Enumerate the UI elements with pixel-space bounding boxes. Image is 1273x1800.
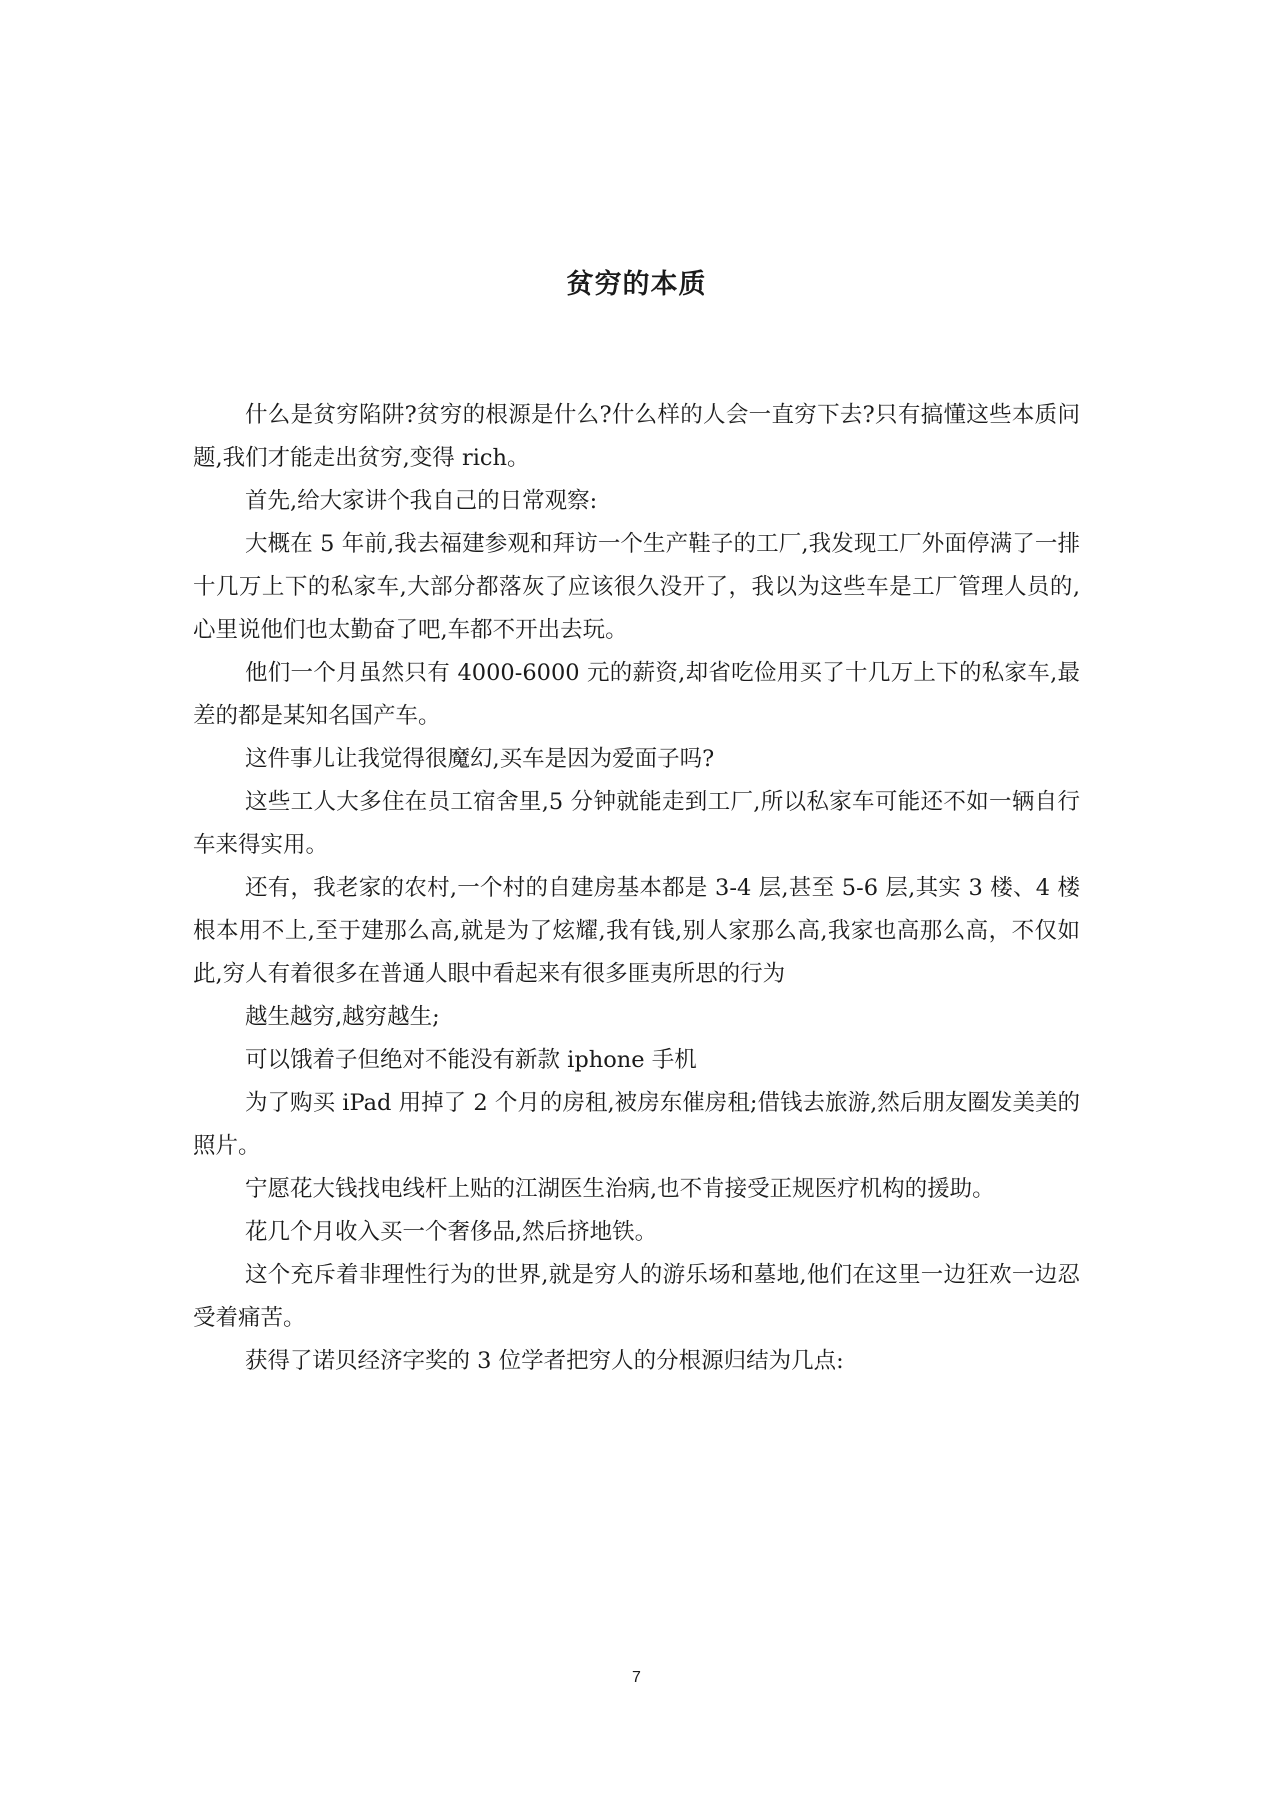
paragraph-7: 还有，我老家的农村,一个村的自建房基本都是 3-4 层,甚至 5-6 层,其实 3 楼、4 楼根本用不上,至于建那么高,就是为了炫耀,我有钱,别人家那么高,我家也高那么高，不仅如此,穷人有着很多在普通人眼中看起来有很多匪夷所思的行为 bbox=[193, 875, 1080, 987]
paragraph-9: 可以饿着子但绝对不能没有新款 iphone 手机 bbox=[245, 1047, 697, 1073]
paragraph-5: 这件事儿让我觉得很魔幻,买车是因为爱面子吗? bbox=[245, 746, 715, 772]
page-number: 7 bbox=[632, 1669, 641, 1686]
paragraph-2: 首先,给大家讲个我自己的日常观察: bbox=[245, 488, 598, 514]
paragraph-11: 宁愿花大钱找电线杆上贴的江湖医生治病,也不肯接受正规医疗机构的援助。 bbox=[245, 1176, 995, 1202]
page-title: 贫穷的本质 bbox=[566, 269, 707, 300]
paragraph-4: 他们一个月虽然只有 4000-6000 元的薪资,却省吃俭用买了十几万上下的私家车,最差的都是某知名国产车。 bbox=[193, 660, 1080, 729]
paragraph-1: 什么是贫穷陷阱?贫穷的根源是什么?什么样的人会一直穷下去?只有搞懂这些本质问题,我们才能走出贫穷,变得 rich。 bbox=[193, 402, 1080, 471]
paragraph-3: 大概在 5 年前,我去福建参观和拜访一个生产鞋子的工厂,我发现工厂外面停满了一排十几万上下的私家车,大部分都落灰了应该很久没开了，我以为这些车是工厂管理人员的,心里说他们也太勤奋了吧,车都不开出去玩。 bbox=[193, 531, 1080, 643]
paragraph-13: 这个充斥着非理性行为的世界,就是穷人的游乐场和墓地,他们在这里一边狂欢一边忍受着痛苦。 bbox=[193, 1262, 1080, 1331]
paragraph-6: 这些工人大多住在员工宿舍里,5 分钟就能走到工厂,所以私家车可能还不如一辆自行车来得实用。 bbox=[193, 789, 1080, 858]
paragraph-12: 花几个月收入买一个奢侈品,然后挤地铁。 bbox=[245, 1219, 658, 1245]
paragraph-8: 越生越穷,越穷越生; bbox=[245, 1004, 440, 1030]
body-text bbox=[193, 394, 1080, 1383]
paragraph-14: 获得了诺贝经济字奖的 3 位学者把穷人的分根源归结为几点: bbox=[245, 1348, 844, 1374]
paragraph-10: 为了购买 iPad 用掉了 2 个月的房租,被房东催房租;借钱去旅游,然后朋友圈发美美的照片。 bbox=[193, 1090, 1080, 1159]
